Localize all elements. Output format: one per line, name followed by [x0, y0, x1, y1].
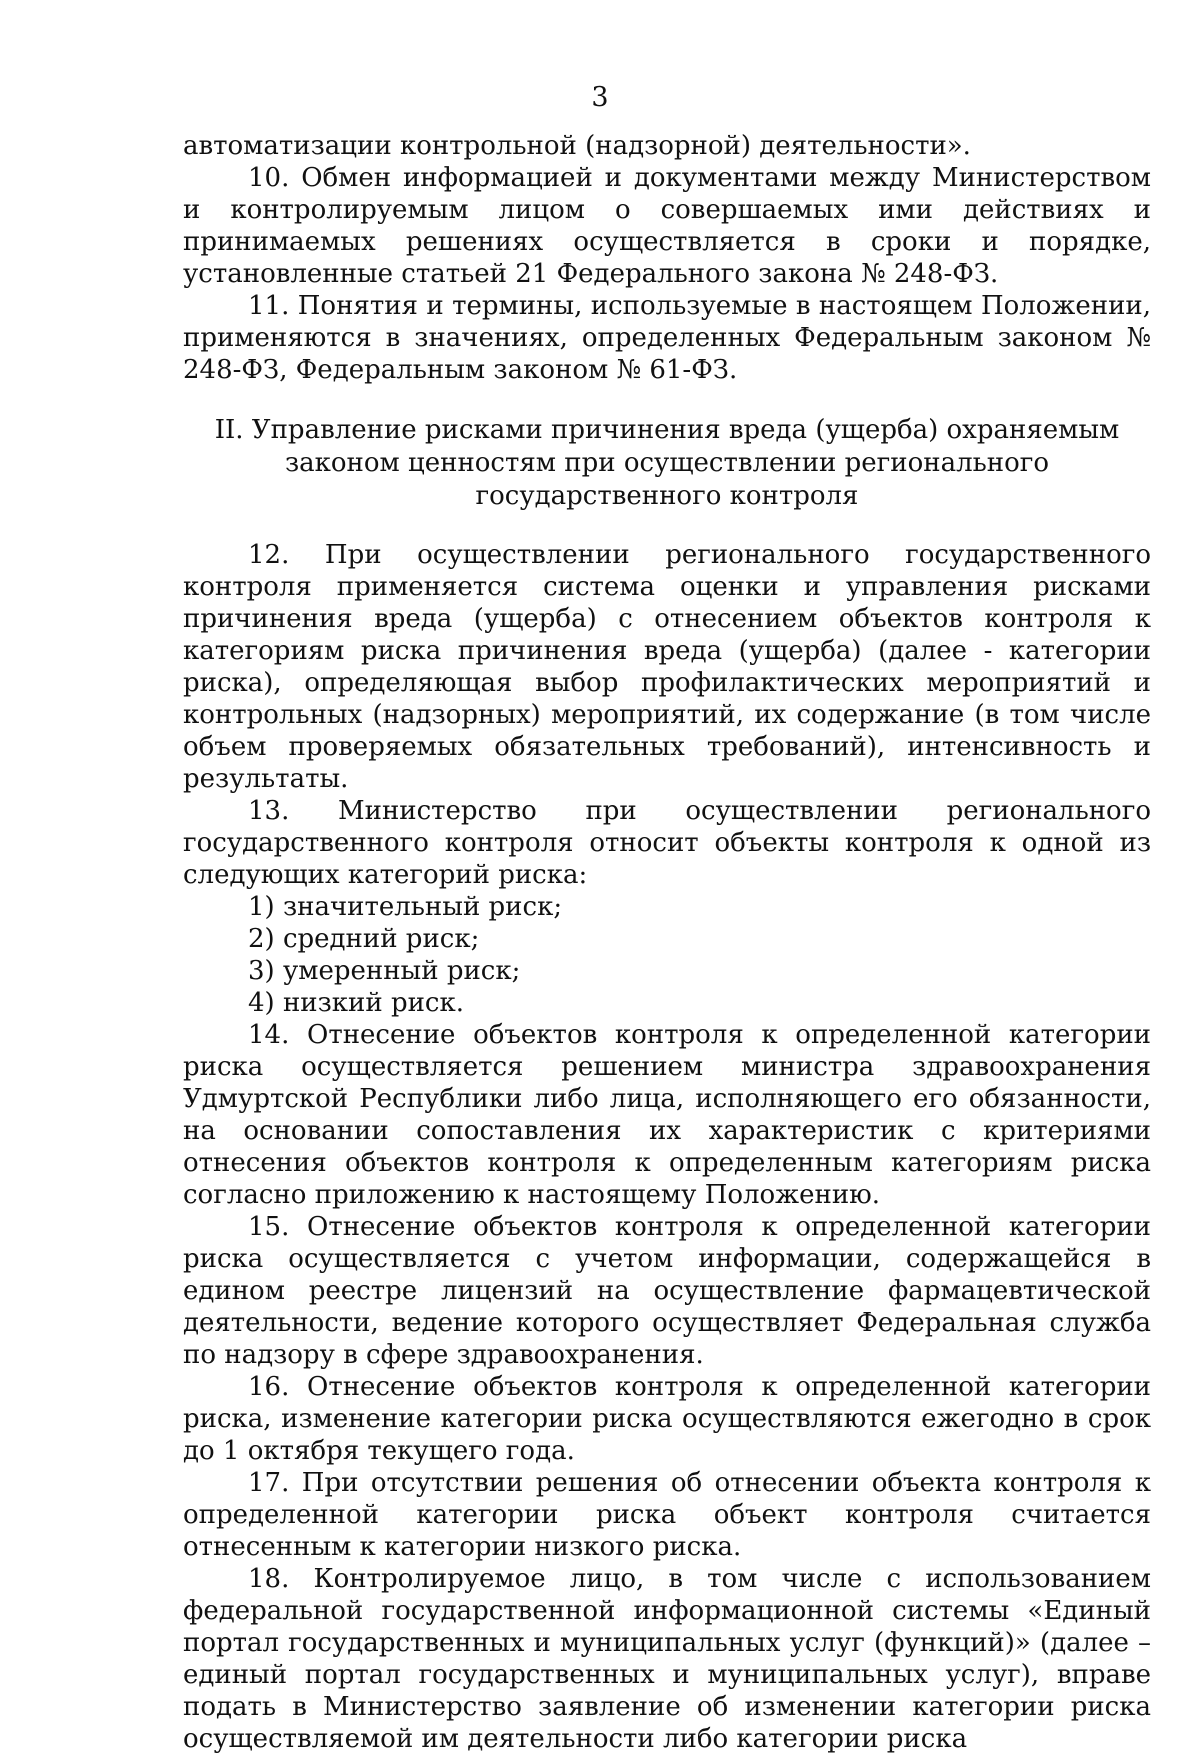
- paragraph-17: 17. При отсутствии решения об отнесении объекта контроля к определенной категории риска объект контроля считается отнесенным к категории низкого риска.: [183, 1468, 1151, 1562]
- paragraph-12: 12. При осуществлении регионального государственного контроля применяется система оценки и управления рисками причинения вреда (ущерба) с отнесением объектов контроля к категориям риска причинения вреда (ущерба) (далее - категории риска), определяющая выбор профилактических мероприятий и контрольных (надзорных) мероприятий, их содержание (в том числе объем проверяемых обязательных требований), интенсивность и результаты.: [183, 540, 1151, 794]
- paragraph-15: 15. Отнесение объектов контроля к определенной категории риска осуществляется с учетом информации, содержащейся в едином реестре лицензий на осуществление фармацевтической деятельности, ведение которого осуществляет Федеральная служба по надзору в сфере здравоохранения.: [183, 1212, 1151, 1370]
- list-item: 2) средний риск;: [248, 924, 480, 954]
- list-item: 4) низкий риск.: [248, 988, 465, 1018]
- paragraph-11: 11. Понятия и термины, используемые в настоящем Положении, применяются в значениях, определенных Федеральным законом № 248-ФЗ, Федеральным законом № 61-ФЗ.: [183, 291, 1151, 385]
- list-item: 3) умеренный риск;: [248, 956, 521, 986]
- paragraph-10: 10. Обмен информацией и документами между Министерством и контролируемым лицом о совершаемых ими действиях и принимаемых решениях осуществляется в сроки и порядке, установленные статьей 21 Федерального закона № 248-ФЗ.: [183, 163, 1151, 289]
- page-number: 3: [591, 82, 609, 113]
- section-heading: II. Управление рисками причинения вреда (ущерба) охраняемым законом ценностям при осуществлении регионального государственного контроля: [214, 415, 1120, 511]
- paragraph-continuation: автоматизации контрольной (надзорной) деятельности».: [183, 131, 971, 161]
- document-body: [183, 130, 1151, 1755]
- paragraph-14: 14. Отнесение объектов контроля к определенной категории риска осуществляется решением министра здравоохранения Удмуртской Республики либо лица, исполняющего его обязанности, на основании сопоставления их характеристик с критериями отнесения объектов контроля к определенным категориям риска согласно приложению к настоящему Положению.: [183, 1020, 1151, 1210]
- paragraph-16: 16. Отнесение объектов контроля к определенной категории риска, изменение категории риска осуществляются ежегодно в срок до 1 октября текущего года.: [183, 1372, 1151, 1466]
- paragraph-18: 18. Контролируемое лицо, в том числе с использованием федеральной государственной информационной системы «Единый портал государственных и муниципальных услуг (функций)» (далее – единый портал государственных и муниципальных услуг), вправе подать в Министерство заявление об изменении категории риска осуществляемой им деятельности либо категории риска: [183, 1564, 1151, 1754]
- paragraph-13: 13. Министерство при осуществлении регионального государственного контроля относит объекты контроля к одной из следующих категорий риска:: [183, 796, 1151, 890]
- list-item: 1) значительный риск;: [248, 892, 563, 922]
